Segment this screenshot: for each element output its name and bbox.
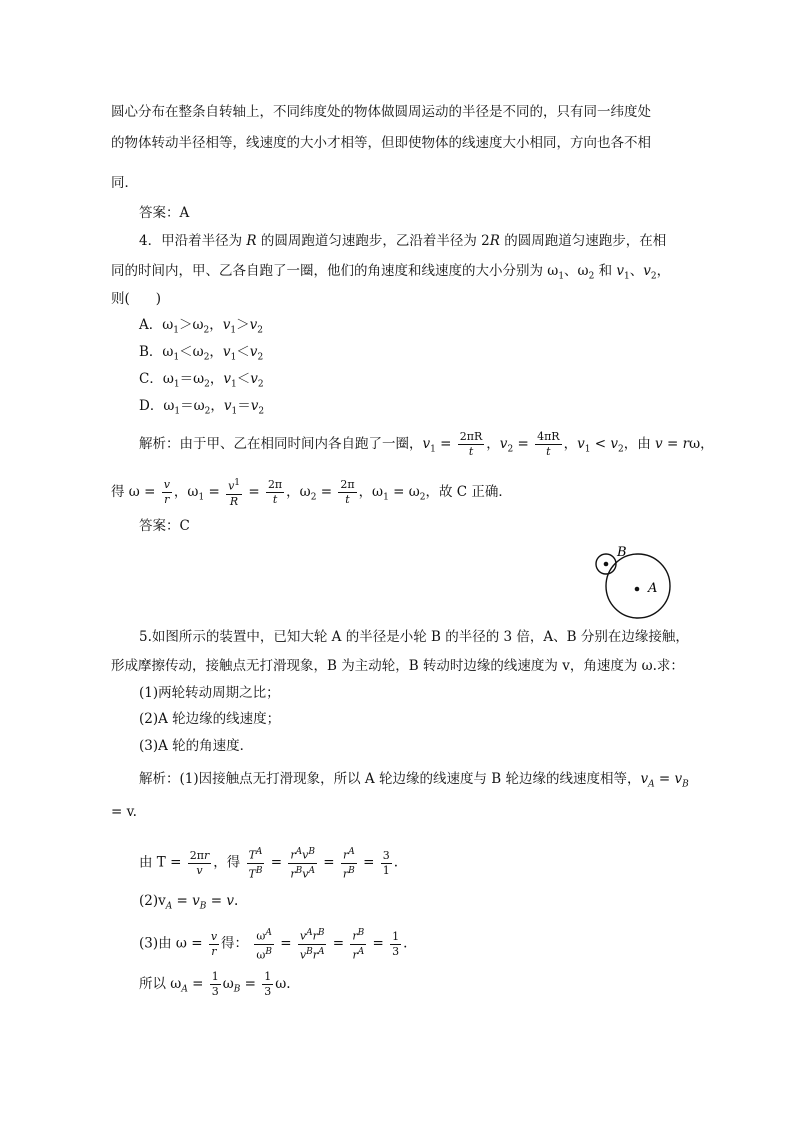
question-4-line3: 则( ) <box>111 291 162 307</box>
fraction: $\frac{r^B}{r^A}$ <box>352 928 365 962</box>
option-b: B．$\omega_1<\omega_2$，$v_1<v_2$ <box>139 344 264 363</box>
fraction: $\frac{v^1}{R}$ <box>228 478 241 508</box>
wheel-b-center <box>604 562 609 567</box>
fraction: $\frac{2\pi R}{t}$ <box>459 430 483 458</box>
option-c: C．$\omega_1=\omega_2$，$v_1<v_2$ <box>139 371 264 390</box>
label-b: B <box>617 545 627 560</box>
question-4-line2: 同的时间内，甲、乙各自跑了一圈，他们的角速度和线速度的大小分别为 $\omega_1$、$\omega_2$ 和 $v_1$、$v_2$， <box>111 263 671 282</box>
solution-5-line1: 解析：(1)因接触点无打滑现象，所以 A 轮边缘的线速度与 B 轮边缘的线速度相等，$v_A = v_B$ <box>139 771 689 790</box>
sub-question-3: (3)A 轮的角速度． <box>139 738 254 754</box>
answer-text: 答案：C <box>139 518 190 534</box>
fraction: $\frac{2\pi}{t}$ <box>267 477 283 506</box>
fraction: $\frac{4\pi R}{t}$ <box>537 430 560 458</box>
fraction: $\frac{1}{3}$ <box>392 929 400 958</box>
fraction: $\frac{r^Av^B}{r^Bv^A}$ <box>290 847 315 881</box>
solution-4-line1: 解析：由于甲、乙在相同时间内各自跑了一圈，$v_1$ = $\frac{2\pi R}{t}$ ，$v_2$ = $\frac{4\pi R}{t}$ ，$v_1 < v_2$，由 v = rω， <box>139 430 714 458</box>
fraction: $\frac{T^A}{T^B}$ <box>248 847 263 881</box>
fraction: $\frac{1}{3}$ <box>264 970 272 998</box>
fraction: $\frac{2\pi r}{v}$ <box>189 848 210 877</box>
fraction: $\frac{3}{1}$ <box>382 848 390 877</box>
wheel-diagram <box>590 540 680 630</box>
wheel-a-center <box>635 587 640 592</box>
text-line: 圆心分布在整条自转轴上，不同纬度处的物体做圆周运动的半径是不同的，只有同一纬度处 <box>111 104 651 120</box>
text-line: 的物体转动半径相等，线速度的大小才相等，但即使物体的线速度大小相同，方向也各不相 <box>111 135 651 151</box>
option-d: D．$\omega_1=\omega_2$，$v_1=v_2$ <box>139 398 265 417</box>
fraction: $\frac{v}{r}$ <box>210 929 218 958</box>
question-5-line2: 形成摩擦传动，接触点无打滑现象，B 为主动轮，B 转动时边缘的线速度为 v，角速度为 ω.求： <box>111 658 684 674</box>
solution-5-line1-cont: = v. <box>111 804 137 820</box>
question-5-line1: 5.如图所示的装置中，已知大轮 A 的半径是小轮 B 的半径的 3 倍，A、B 分别在边缘接触， <box>139 629 689 645</box>
solution-5-line4: (3)由 ω = $\frac{v}{r}$ 得： $\frac{\omega^A}{\omega^B}$ = $\frac{v^Ar^B}{v^Br^A}$ = $\frac{r^B}{r^A}$ = $\frac{1}{3}$ . <box>139 928 408 962</box>
solution-5-line3: $(2)v_A = v_B = v$. <box>139 893 239 912</box>
fraction: $\frac{2\pi}{t}$ <box>340 477 355 506</box>
sub-question-1: (1)两轮转动周期之比； <box>139 685 280 701</box>
fraction: $\frac{1}{3}$ <box>211 970 219 998</box>
fraction: $\frac{r^A}{r^B}$ <box>342 847 355 881</box>
question-4-line1: 4．甲沿着半径为 R 的圆周跑道匀速跑步，乙沿着半径为 2R 的圆周跑道匀速跑步，在相 <box>139 233 667 249</box>
fraction: $\frac{v^Ar^B}{v^Br^A}$ <box>299 928 325 962</box>
label-a: A <box>648 581 658 596</box>
sub-question-2: (2)A 轮边缘的线速度； <box>139 711 281 727</box>
text-line: 同． <box>111 175 138 191</box>
option-a: A．$\omega_1>\omega_2$，$v_1>v_2$ <box>139 317 263 336</box>
solution-5-line2: 由 T = $\frac{2\pi r}{v}$ ，得 $\frac{T^A}{T^B}$ = $\frac{r^Av^B}{r^Bv^A}$ = $\frac{r^A}{r^B}$ = $\frac{3}{1}$ . <box>139 847 398 881</box>
fraction: $\frac{\omega^A}{\omega^B}$ <box>256 928 272 962</box>
solution-4-line2: 得 ω = $\frac{v}{r}$ ，$\omega_1$ = $\frac{v^1}{R}$ = $\frac{2\pi}{t}$ ，$\omega_2$ = $\frac{2\pi}{t}$ ，$\omega_1 = \omega_2$，故 C 正确． <box>111 477 512 508</box>
fraction: $\frac{v}{r}$ <box>163 477 170 506</box>
solution-5-line5: 所以 $\omega_A$ = $\frac{1}{3}$ $\omega_B$ = $\frac{1}{3}$ ω. <box>139 970 291 998</box>
answer-text: 答案：A <box>139 205 190 221</box>
